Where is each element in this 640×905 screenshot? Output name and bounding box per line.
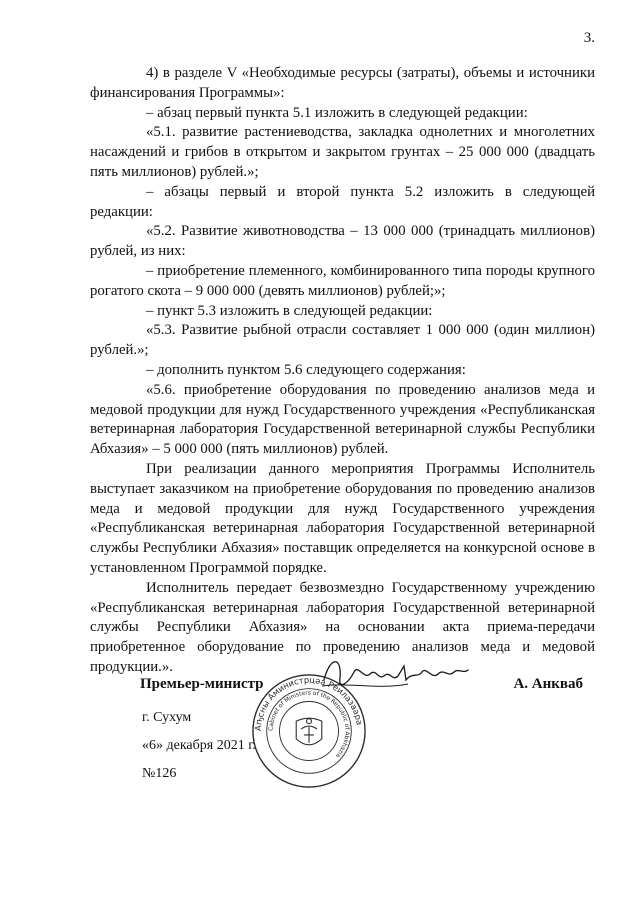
paragraph: «5.6. приобретение оборудования по проведению анализов меда и медовой продукции для нужд Государственного учреждения «Республиканская ветеринарная лаборатория Государственной ветеринарной службы Республики Абхазия» – 5 000 000 (пять миллионов) рублей. <box>90 381 595 458</box>
emblem-icon <box>296 718 322 745</box>
signatory-title: Премьер-министр <box>140 676 264 692</box>
paragraph: – абзацы первый и второй пункта 5.2 изложить в следующей редакции: <box>90 183 595 220</box>
signature <box>318 650 473 698</box>
document-city: г. Сухум <box>142 710 192 725</box>
document-date: «6» декабря 2021 г. <box>142 738 256 753</box>
svg-text:Cabinet of Ministers of the Re <box>269 691 350 759</box>
signatory-name: А. Анкваб <box>513 676 583 692</box>
seal-outer-text: Аҧсны Аминистрцәа Реилазаара <box>252 674 365 732</box>
paragraph: При реализации данного мероприятия Программы Исполнитель выступает заказчиком на приобретение оборудования по проведению анализов меда и медовой продукции для нужд Государственного учреждения «Республиканская ветеринарная лаборатория Государственной ветеринарной службы Республики Абхазия» поставщик определяется на конкурсной основе в установленном Программой порядке. <box>90 460 595 576</box>
paragraph: «5.1. развитие растениеводства, закладка однолетних и многолетних насаждений и грибов в открытом и закрытом грунтах – 25 000 000 (двадцать пять миллионов) рублей.»; <box>90 124 595 180</box>
paragraph: – пункт 5.3 изложить в следующей редакции: <box>146 302 433 319</box>
paragraph: 4) в разделе V «Необходимые ресурсы (затраты), объемы и источники финансирования Программы»: <box>90 65 595 101</box>
paragraph: – абзац первый пункта 5.1 изложить в следующей редакции: <box>146 104 528 121</box>
document-number: №126 <box>142 766 177 781</box>
paragraph: Исполнитель передает безвозмездно Государственному учреждению «Республиканская ветеринарная лаборатория Государственной ветеринарной службы Республики Абхазия» на основании акта приема-передачи приобретенное оборудование по проведению анализов меда и медовой продукции.». <box>90 579 595 675</box>
paragraph: «5.3. Развитие рыбной отрасли составляет 1 000 000 (один миллион) рублей.»; <box>90 322 595 359</box>
document-body <box>90 64 595 678</box>
paragraph: – дополнить пунктом 5.6 следующего содержания: <box>146 361 466 378</box>
seal-inner-text: Cabinet of Ministers of the Republic of Abkhazia <box>268 690 350 759</box>
paragraph: – приобретение племенного, комбинированного типа породы крупного рогатого скота – 9 000 000 (девять миллионов) рублей;»; <box>90 262 595 299</box>
paragraph: «5.2. Развитие животноводства – 13 000 000 (тринадцать миллионов) рублей, из них: <box>90 223 595 260</box>
page-number: 3. <box>583 30 595 46</box>
